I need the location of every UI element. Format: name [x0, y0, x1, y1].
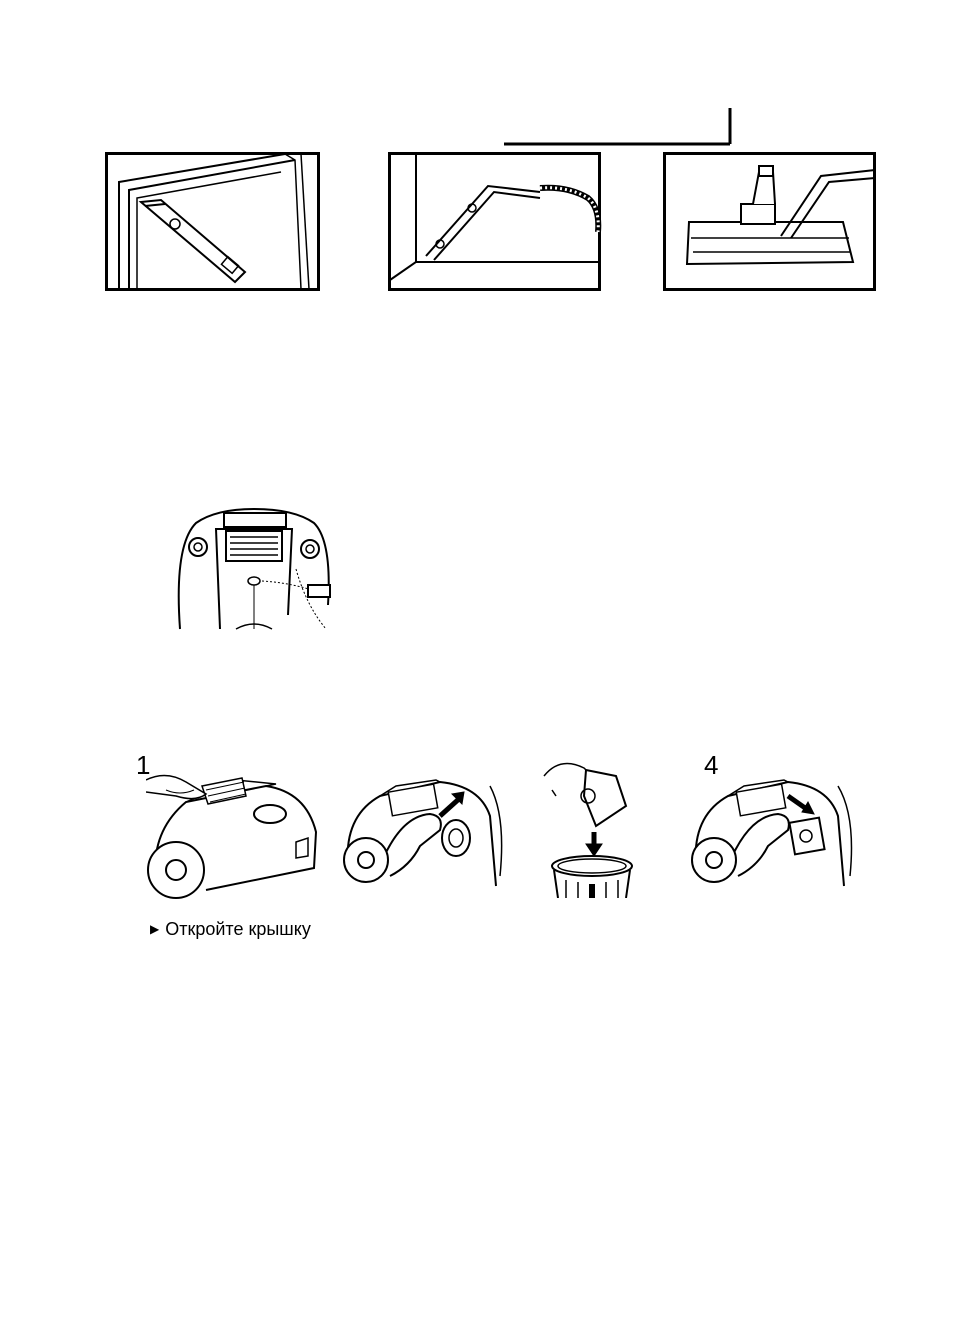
- step-number-1: 1: [136, 750, 151, 780]
- illustration-vacuum-top-indicator: [176, 505, 332, 631]
- triangle-right-icon: ▶: [150, 922, 160, 936]
- caption-text: Откройте крышку: [165, 919, 311, 939]
- illustration-hose-wand-corner: [388, 152, 602, 292]
- illustration-floor-nozzle: [663, 152, 877, 292]
- illustration-step2-bag-holder: [340, 776, 506, 900]
- step-number-4: 4: [704, 750, 719, 780]
- illustration-door-frame-nozzle: [105, 152, 321, 292]
- header-rule: [500, 104, 740, 150]
- illustration-step4-insert-bag: [688, 776, 856, 900]
- illustration-step1-open-lid: [146, 772, 326, 900]
- illustration-step3-discard-bag: [540, 756, 640, 898]
- caption-open-lid: [150, 918, 311, 940]
